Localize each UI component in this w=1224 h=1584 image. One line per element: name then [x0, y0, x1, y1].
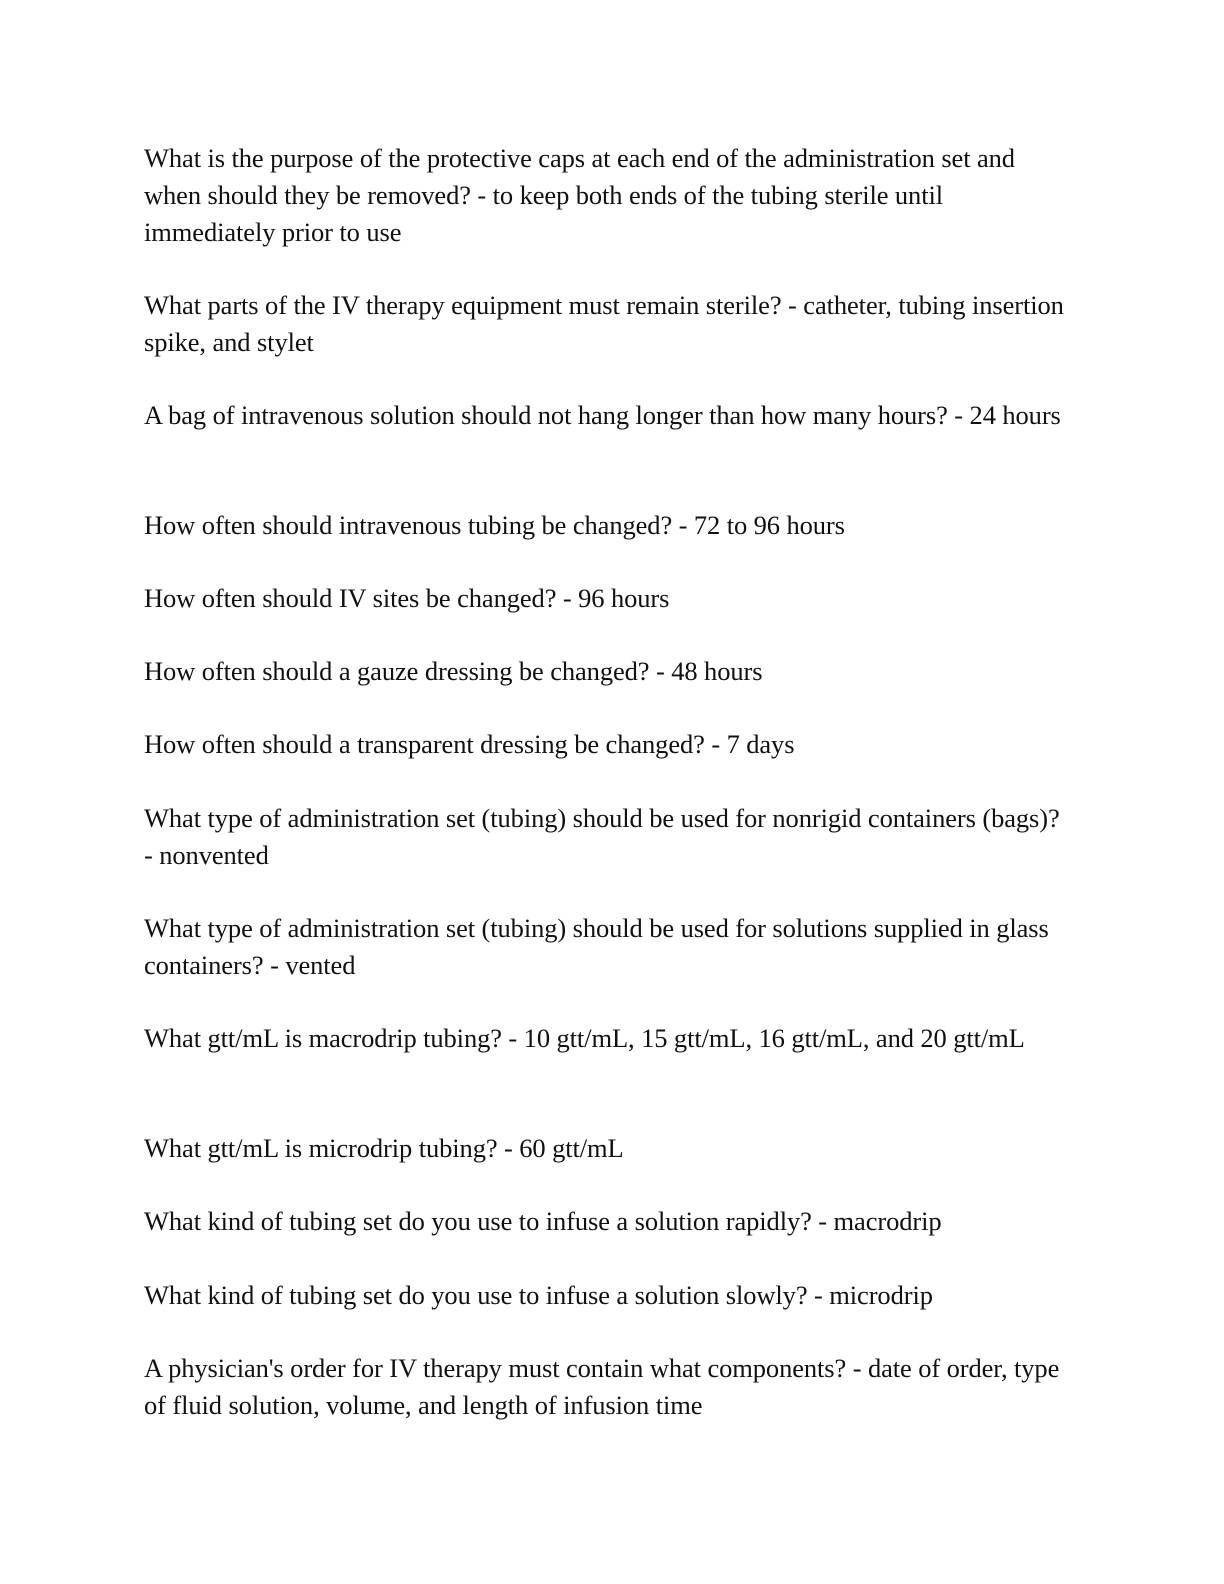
- qa-entry-macrodrip-rate: What gtt/mL is macrodrip tubing? - 10 gtt/mL, 15 gtt/mL, 16 gtt/mL, and 20 gtt/mL: [144, 1023, 1025, 1053]
- qa-entry-nonrigid-containers: What type of administration set (tubing) should be used for nonrigid containers (bags)? - nonvented: [144, 803, 1060, 870]
- qa-entry-tubing-change: How often should intravenous tubing be changed? - 72 to 96 hours: [144, 510, 845, 540]
- qa-entry-infuse-slowly: What kind of tubing set do you use to infuse a solution slowly? - microdrip: [144, 1280, 933, 1310]
- qa-entry-physician-order: A physician's order for IV therapy must contain what components? - date of order, type of fluid solution, volume, and length of infusion time: [144, 1353, 1060, 1420]
- qa-entry-iv-site-change: How often should IV sites be changed? - 96 hours: [144, 583, 670, 613]
- qa-entry-protective-caps: What is the purpose of the protective caps at each end of the administration set and when should they be removed? - to keep both ends of the tubing sterile until immediately prior to use: [144, 143, 1015, 247]
- qa-entry-transparent-dressing: How often should a transparent dressing be changed? - 7 days: [144, 729, 795, 759]
- qa-entry-microdrip-rate: What gtt/mL is microdrip tubing? - 60 gtt/mL: [144, 1133, 624, 1163]
- qa-entry-gauze-dressing: How often should a gauze dressing be changed? - 48 hours: [144, 656, 763, 686]
- qa-entry-glass-containers: What type of administration set (tubing) should be used for solutions supplied in glass containers? - vented: [144, 913, 1049, 980]
- qa-entry-sterile-parts: What parts of the IV therapy equipment must remain sterile? - catheter, tubing insertion spike, and stylet: [144, 290, 1064, 357]
- qa-entry-bag-hang-time: A bag of intravenous solution should not hang longer than how many hours? - 24 hours: [144, 400, 1061, 430]
- qa-entry-infuse-rapidly: What kind of tubing set do you use to infuse a solution rapidly? - macrodrip: [144, 1206, 942, 1236]
